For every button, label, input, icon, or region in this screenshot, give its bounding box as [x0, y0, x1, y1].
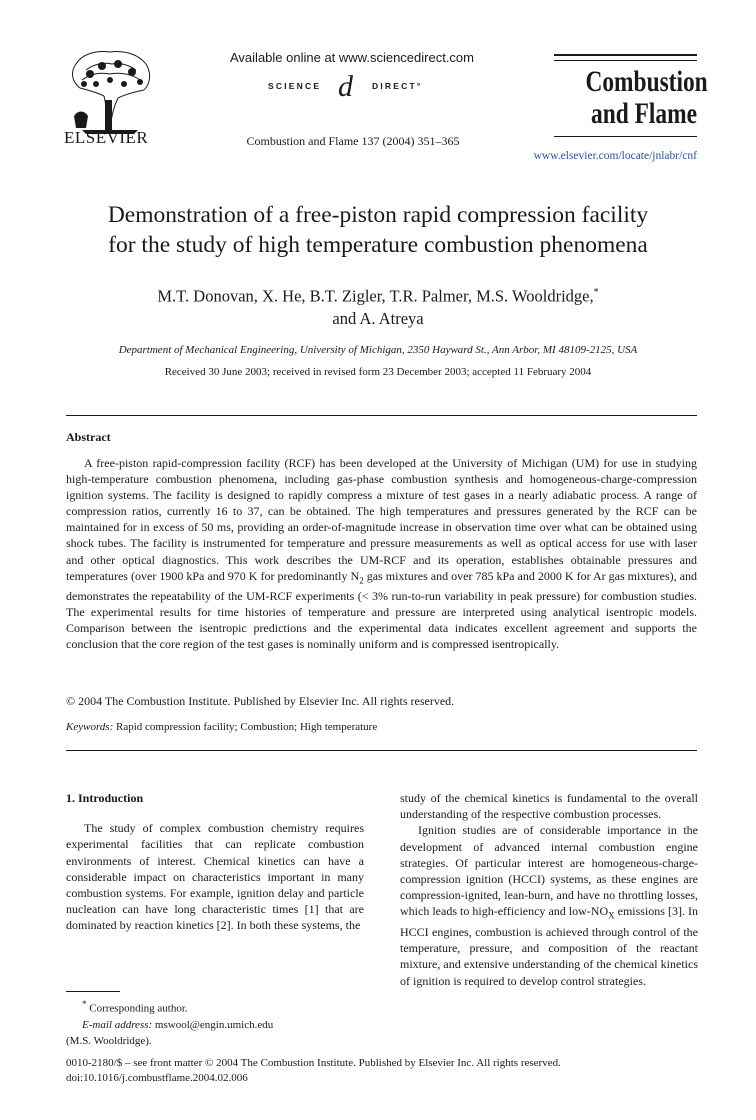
intro-paragraph-2-part2: emissions [3]. In HCCI engines, combustion is achieved through control of the temperature, pressure, and composition of the reactant mixture, and extensive understanding of the chemical kinetics of ignition is required to develop control strategies.	[400, 904, 698, 988]
available-online-text: Available online at www.sciencedirect.com	[230, 50, 474, 65]
footer-doi-link[interactable]: doi:10.1016/j.combustflame.2004.02.006	[66, 1072, 248, 1084]
page-footer	[66, 1056, 561, 1086]
footer-issn-line: 0010-2180/$ – see front matter © 2004 The Combustion Institute. Published by Elsevier Inc. All rights reserved.	[66, 1057, 561, 1069]
footnote	[66, 996, 273, 1049]
abstract-text	[66, 455, 697, 653]
abstract-rule-bottom	[66, 750, 697, 751]
abstract-rule-top	[66, 415, 697, 416]
keywords	[66, 721, 377, 733]
authors-line2: and A. Atreya	[332, 308, 424, 328]
footnote-email-link[interactable]: mswool@engin.umich.edu	[154, 1018, 274, 1031]
footnote-corresponding: Corresponding author.	[89, 1002, 188, 1015]
journal-url-link[interactable]: www.elsevier.com/locate/jnlabr/cnf	[533, 150, 697, 162]
article-title-line2: for the study of high temperature combustion phenomena	[108, 232, 648, 258]
abstract-text-part1: A free-piston rapid-compression facility (RCF) has been developed at the University of Michigan (UM) for use in studying high-temperature combustion phenomena, including gas-phase combustion synthesis and homogeneous-charge-compression ignition systems. The facility is designed to rapidly compress a mixture of test gases in a nearly adiabatic process. A range of compression ratios, currently 16 to 37, can be obtained. The high temperatures and pressures generated by the RCF can be maintained for in excess of 50 ms, providing an order-of-magnitude increase in observation time over what can be obtained using shock tubes. The facility is instrumented for temperature and pressure measurements as well as optical access for use with laser and other optical diagnostics. This work describes the UM-RCF and its operation, establishes obtainable pressures and temperatures (over 1900 kPa and 970 K for predominantly N	[66, 456, 697, 583]
article-title-line1: Demonstration of a free-piston rapid compression facility	[107, 202, 649, 228]
sciencedirect-logo-mark: d	[338, 70, 353, 103]
intro-paragraph-1: The study of complex combustion chemistry requires experimental facilities that can replicate combustion environments of interest. Chemical kinetics can have a considerable impact on characteristics important in many combustion systems. For example, ignition delay and particle nucleation can have long characteristic times [1] that are dominated by reaction kinetics [2]. In both these systems, the	[66, 821, 364, 933]
footnote-email-label: E-mail address:	[82, 1018, 153, 1031]
footnote-name: (M.S. Wooldridge).	[66, 1034, 152, 1047]
intro-paragraph-2-subscript: X	[608, 910, 615, 921]
journal-citation: Combustion and Flame 137 (2004) 351–365	[246, 134, 460, 148]
section-heading-introduction: 1. Introduction	[66, 791, 144, 805]
intro-paragraph-1-continued: study of the chemical kinetics is fundamental to the overall understanding of the respective combustion processes.	[400, 791, 698, 822]
journal-title-line2: and Flame	[591, 97, 697, 130]
intro-paragraph-2-part1: Ignition studies are of considerable importance in the development of advanced internal combustion engine strategies. Of particular interest are homogeneous-charge-compression ignition (HCCI) systems, as these engines are compression-ignited, lean-burn, and have no throttling losses, which leads to high-efficiency and low-NO	[400, 823, 698, 919]
abstract-copyright: © 2004 The Combustion Institute. Published by Elsevier Inc. All rights reserved.	[66, 694, 455, 708]
affiliation: Department of Mechanical Engineering, University of Michigan, 2350 Hayward St., Ann Arbor, MI 48109-2125, USA	[118, 344, 638, 356]
received-dates: Received 30 June 2003; received in revised form 23 December 2003; accepted 11 February 2004	[164, 366, 592, 378]
abstract-subscript: 2	[359, 575, 364, 586]
publisher-name: ELSEVIER	[64, 128, 149, 147]
abstract-text-part2: gas mixtures and over 785 kPa and 2000 K for Ar gas mixtures), and demonstrates the repeatability of the UM-RCF experiments (< 3% run-to-run variability in peak pressure) for combustion studies. The experimental results for time histories of temperature and pressure are interpreted using analytical isentropic models. Comparison between the isentropic predictions and the experimental data indicates excellent agreement and supports the conclusion that the core region of the test gases is nominally uniform and is compressed isentropically.	[66, 568, 698, 652]
sciencedirect-logo-left: SCIENCE	[268, 81, 322, 91]
intro-paragraph-2	[400, 822, 698, 988]
journal-rule-top	[554, 54, 697, 56]
authors-line1: M.T. Donovan, X. He, B.T. Zigler, T.R. Palmer, M.S. Wooldridge,	[157, 286, 594, 306]
keywords-label: Keywords:	[66, 721, 114, 733]
footnote-star: *	[82, 999, 87, 1009]
journal-rule-bottom	[554, 136, 697, 137]
journal-title-line1: Combustion	[585, 65, 708, 98]
body-column-left	[66, 790, 364, 934]
body-column-right	[400, 790, 698, 989]
abstract-heading: Abstract	[66, 430, 111, 444]
article-title	[40, 200, 716, 260]
keywords-list: Rapid compression facility; Combustion; High temperature	[116, 721, 378, 733]
author-list	[40, 282, 716, 330]
sciencedirect-logo-right: DIRECT°	[372, 81, 423, 91]
journal-rule-top-thin	[554, 60, 697, 61]
footnote-rule	[66, 991, 120, 992]
corresponding-author-mark[interactable]: *	[593, 287, 599, 298]
